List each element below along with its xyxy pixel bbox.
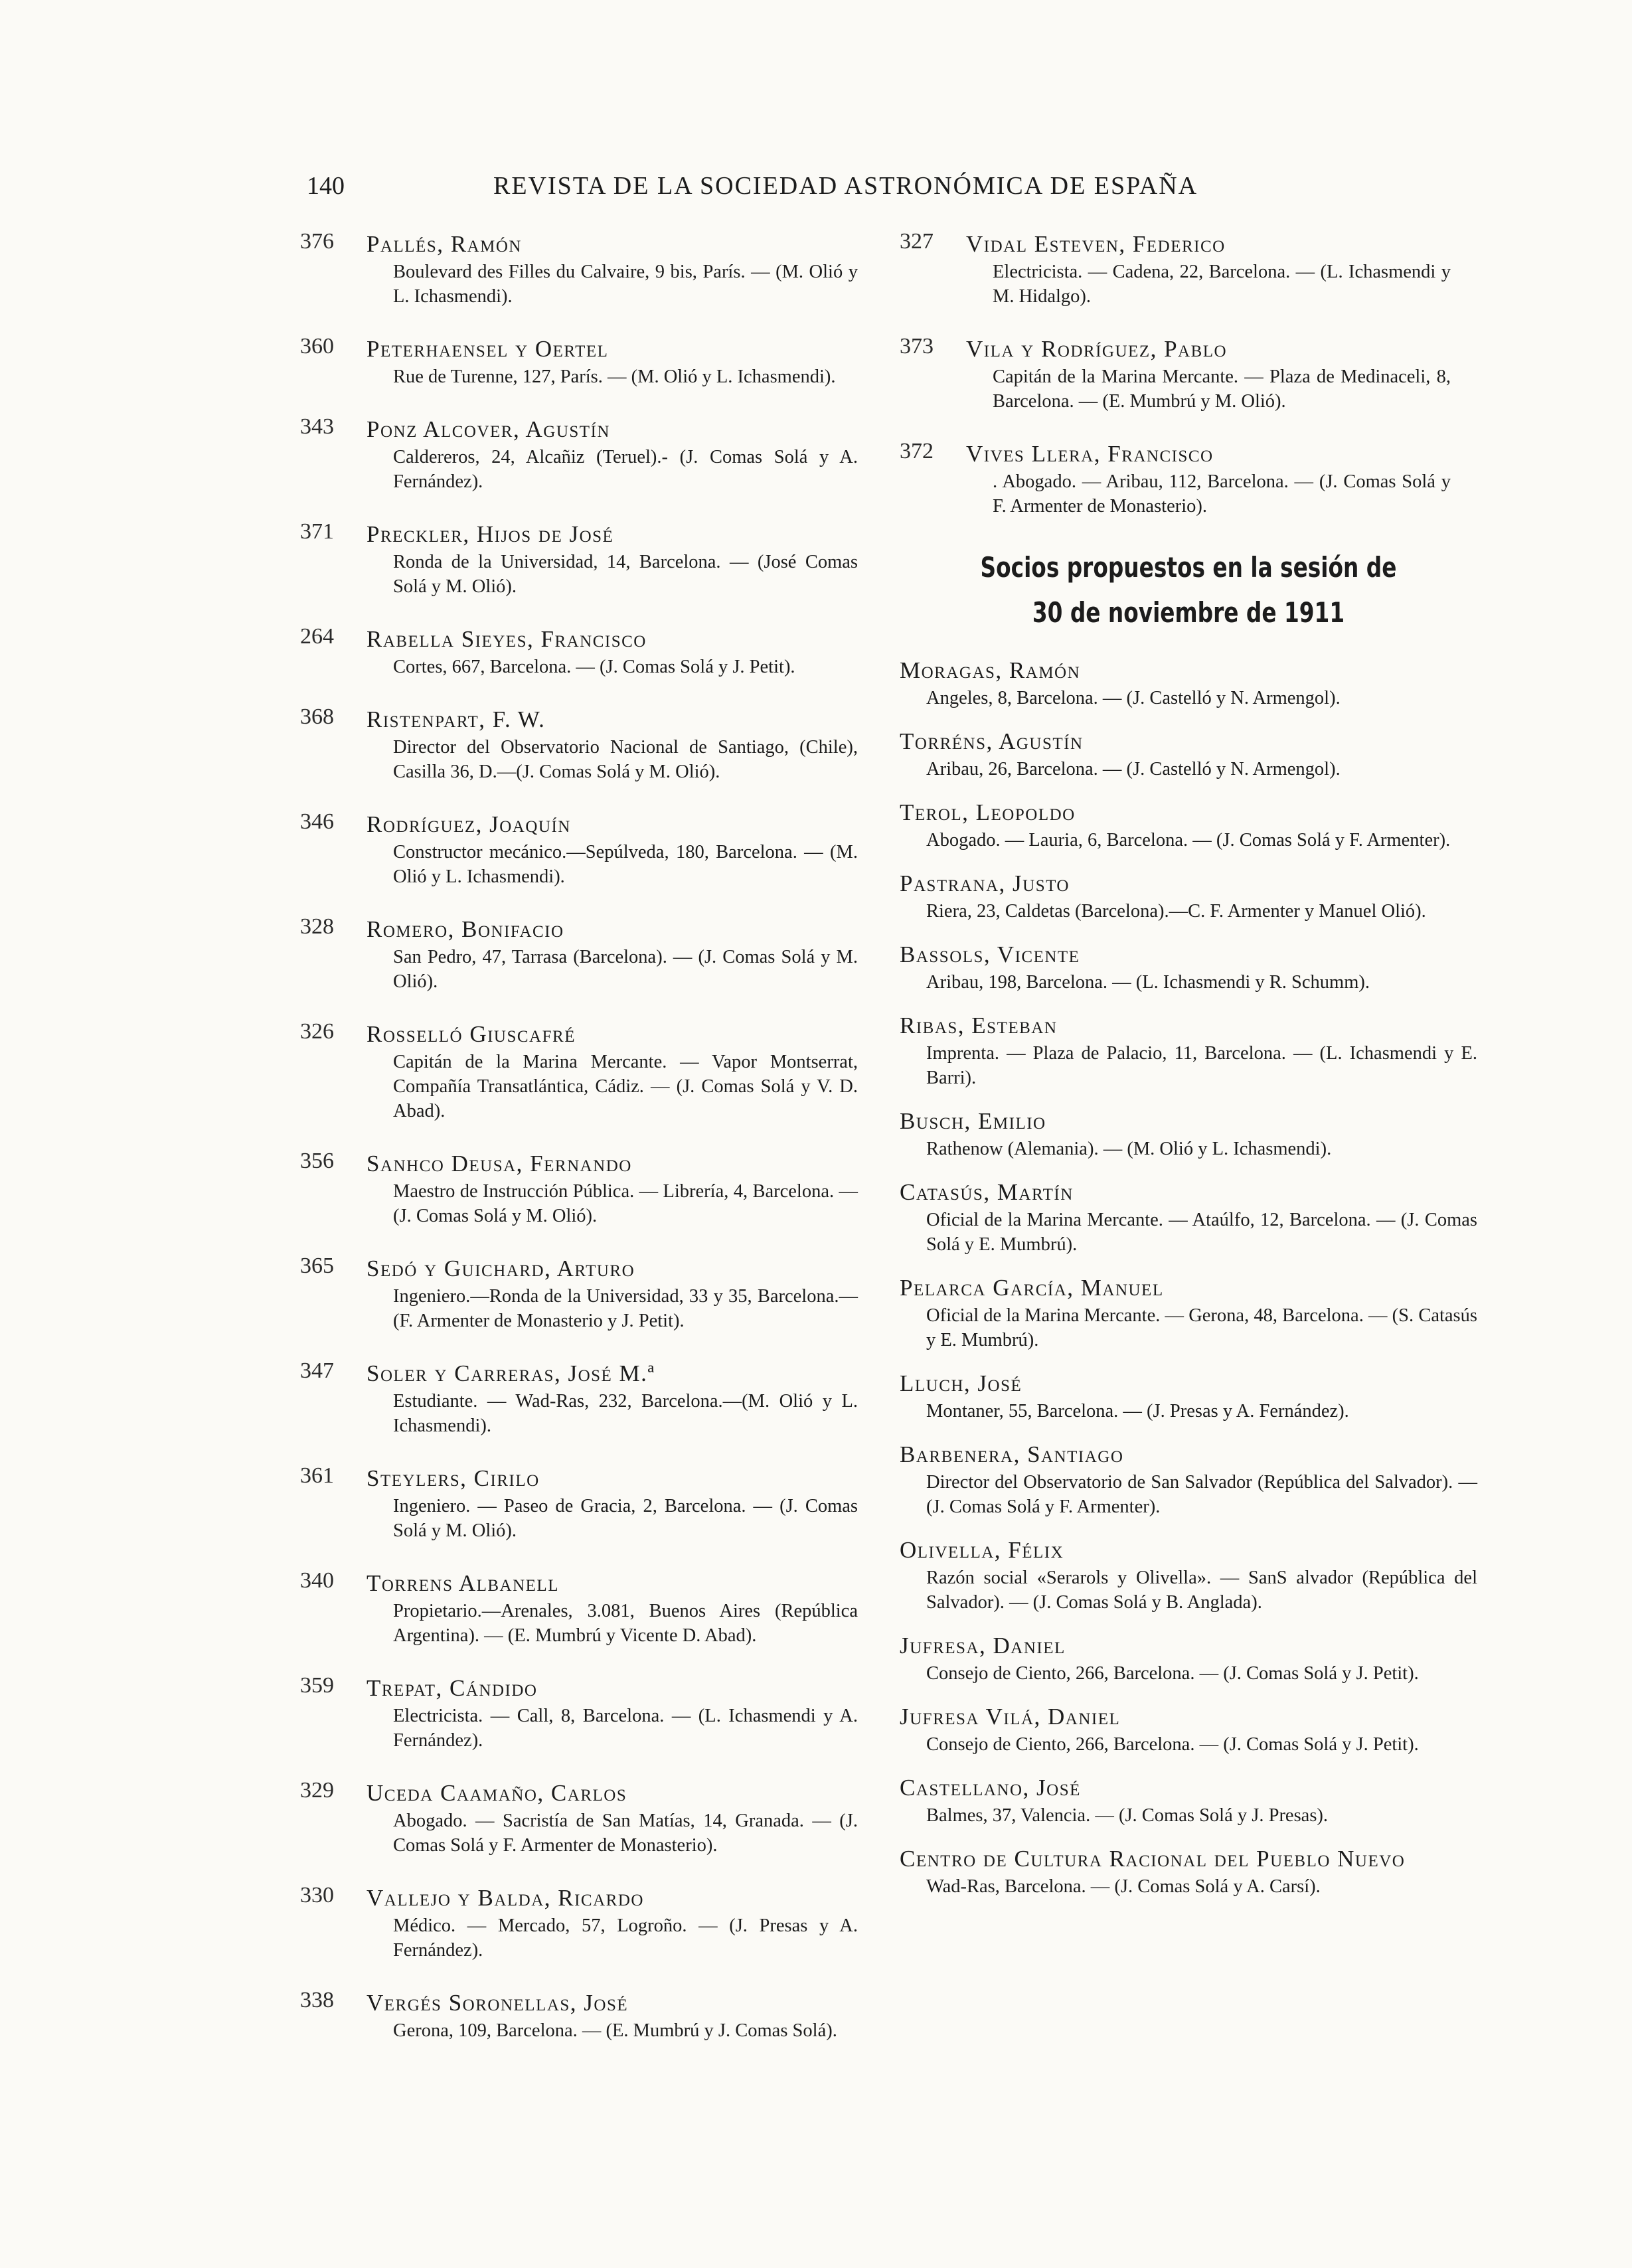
member-entry (300, 1019, 884, 1123)
proposed-member-entry (900, 797, 1477, 852)
member-name: Centro de Cultura Racional del Pueblo Nuevo (900, 1846, 1406, 1872)
member-number: 329 (300, 1778, 334, 1803)
proposed-member-entry (900, 1631, 1477, 1686)
member-name: Jufresa Vilá, Daniel (900, 1704, 1121, 1730)
page-number: 140 (307, 172, 345, 200)
member-name: Vergés Soronellas, José (367, 1990, 629, 2016)
member-name: Ponz Alcover, Agustín (367, 416, 610, 442)
member-entry (900, 334, 1477, 414)
member-entry (300, 1568, 884, 1648)
member-name: Catasús, Martín (900, 1179, 1074, 1205)
proposed-member-entry (900, 1011, 1477, 1090)
member-detail: Abogado. — Lauria, 6, Barcelona. — (J. Comas Solá y F. Armenter). (926, 830, 1451, 850)
member-entry (300, 334, 884, 389)
member-number: 328 (300, 914, 334, 939)
member-number: 372 (900, 439, 934, 463)
proposed-member-entry (900, 1273, 1477, 1352)
member-detail: Constructor mecánico.—Sepúlveda, 180, Barcelona. — (M. Olió y L. Ichasmendi). (393, 842, 858, 887)
member-name: Rodríguez, Joaquín (367, 811, 571, 837)
member-entry (300, 624, 884, 679)
member-name: Jufresa, Daniel (900, 1633, 1066, 1659)
member-name: Ristenpart, F. W. (367, 706, 546, 732)
member-detail: Riera, 23, Caldetas (Barcelona).—C. F. Armenter y Manuel Olió). (926, 901, 1426, 922)
proposed-member-entry (900, 1702, 1477, 1757)
member-detail: Rue de Turenne, 127, París. — (M. Olió y L. Ichasmendi). (393, 366, 836, 387)
member-name: Peterhaensel y Oertel (367, 336, 609, 362)
member-detail: Cortes, 667, Barcelona. — (J. Comas Solá y J. Petit). (393, 657, 795, 677)
member-number: 376 (300, 229, 334, 254)
member-name: Sanhco Deusa, Fernando (367, 1151, 632, 1176)
member-detail: Rathenow (Alemania). — (M. Olió y L. Ichasmendi). (926, 1139, 1332, 1159)
member-detail: Ronda de la Universidad, 14, Barcelona. — (José Comas Solá y M. Olió). (393, 552, 858, 597)
member-name: Bassols, Vicente (900, 941, 1080, 967)
proposed-member-entry (900, 1177, 1477, 1257)
member-detail: Electricista. — Call, 8, Barcelona. — (L. Ichasmendi y A. Fernández). (393, 1706, 858, 1751)
member-name: Steylers, Cirilo (367, 1465, 540, 1491)
member-detail: Consejo de Ciento, 266, Barcelona. — (J. Comas Solá y J. Petit). (926, 1663, 1419, 1684)
member-detail: Gerona, 109, Barcelona. — (E. Mumbrú y J. Comas Solá). (393, 2020, 837, 2041)
member-detail: Wad-Ras, Barcelona. — (J. Comas Solá y A. Carsí). (926, 1876, 1321, 1897)
member-detail: Director del Observatorio Nacional de Santiago, (Chile), Casilla 36, D.—(J. Comas Solá y M. Olió). (393, 737, 858, 782)
member-detail: Aribau, 26, Barcelona. — (J. Castelló y N. Armengol). (926, 759, 1341, 779)
member-number: 356 (300, 1149, 334, 1173)
member-number: 368 (300, 704, 334, 729)
proposed-member-entry (900, 868, 1477, 924)
member-entry (300, 1673, 884, 1753)
section-title: Socios propuestos en la sesión de 30 de noviembre de 1911 (980, 551, 1397, 629)
member-number: 326 (300, 1019, 334, 1044)
member-name: Pelarca García, Manuel (900, 1275, 1164, 1301)
member-detail: Propietario.—Arenales, 3.081, Buenos Aires (República Argentina). — (E. Mumbrú y Vicente D. Abad). (393, 1601, 858, 1646)
member-entry (300, 809, 884, 889)
member-number: 338 (300, 1988, 334, 2012)
member-detail: Médico. — Mercado, 57, Logroño. — (J. Presas y A. Fernández). (393, 1915, 858, 1961)
proposed-member-entry (900, 655, 1477, 710)
member-entry (300, 704, 884, 784)
member-name: Pallés, Ramón (367, 231, 522, 257)
member-number: 340 (300, 1568, 334, 1593)
member-detail: Boulevard des Filles du Calvaire, 9 bis, París. — (M. Olió y L. Ichasmendi). (393, 262, 858, 307)
member-detail: Abogado. — Sacristía de San Matías, 14, Granada. — (J. Comas Solá y F. Armenter de Monasterio). (393, 1811, 858, 1856)
member-number: 343 (300, 414, 334, 439)
left-column (300, 229, 884, 2068)
member-detail: Consejo de Ciento, 266, Barcelona. — (J. Comas Solá y J. Petit). (926, 1734, 1419, 1755)
member-number: 365 (300, 1254, 334, 1278)
proposed-member-entry (900, 1439, 1477, 1519)
member-entry (300, 1778, 884, 1858)
member-entry (300, 519, 884, 599)
proposed-member-entry (900, 1106, 1477, 1161)
member-name: Ribas, Esteban (900, 1012, 1058, 1038)
member-name: Busch, Emilio (900, 1108, 1046, 1134)
member-detail: Oficial de la Marina Mercante. — Ataúlfo, 12, Barcelona. — (J. Comas Solá y E. Mumbrú). (926, 1210, 1477, 1255)
member-detail: Ingeniero.—Ronda de la Universidad, 33 y 35, Barcelona.—(F. Armenter de Monasterio y J. Petit). (393, 1286, 858, 1331)
member-name: Rabella Sieyes, Francisco (367, 626, 647, 652)
member-number: 359 (300, 1673, 334, 1698)
proposed-member-entry (900, 1535, 1477, 1615)
member-detail: Caldereros, 24, Alcañiz (Teruel).- (J. Comas Solá y A. Fernández). (393, 447, 858, 492)
page-header (307, 171, 1276, 211)
member-detail: Capitán de la Marina Mercante. — Plaza de Medinaceli, 8, Barcelona. — (E. Mumbrú y M. Olió). (993, 366, 1451, 412)
member-name: Vila y Rodríguez, Pablo (966, 336, 1228, 362)
member-detail: San Pedro, 47, Tarrasa (Barcelona). — (J. Comas Solá y M. Olió). (393, 947, 858, 992)
member-number: 264 (300, 624, 334, 649)
proposed-member-entry (900, 1844, 1477, 1899)
member-name: Barbenera, Santiago (900, 1441, 1124, 1467)
member-name: Pastrana, Justo (900, 870, 1070, 896)
member-name: Torréns, Agustín (900, 728, 1084, 754)
member-number: 346 (300, 809, 334, 834)
member-name: Terol, Leopoldo (900, 799, 1076, 825)
journal-title: REVISTA DE LA SOCIEDAD ASTRONÓMICA DE ESPAÑA (493, 172, 1198, 200)
member-detail: Imprenta. — Plaza de Palacio, 11, Barcelona. — (L. Ichasmendi y E. Barri). (926, 1043, 1477, 1088)
member-entry (300, 1883, 884, 1963)
proposed-member-entry (900, 1368, 1477, 1423)
member-name: Olivella, Félix (900, 1537, 1064, 1563)
member-detail: Oficial de la Marina Mercante. — Gerona, 48, Barcelona. — (S. Catasús y E. Mumbrú). (926, 1305, 1477, 1350)
member-name: Preckler, Hijos de José (367, 521, 614, 547)
member-entry (300, 229, 884, 309)
member-detail: Director del Observatorio de San Salvador (República del Salvador). — (J. Comas Solá y F. Armenter). (926, 1472, 1477, 1517)
member-name: Lluch, José (900, 1370, 1022, 1396)
member-entry (300, 1254, 884, 1333)
member-entry (300, 1149, 884, 1228)
member-detail: Estudiante. — Wad-Ras, 232, Barcelona.—(M. Olió y L. Ichasmendi). (393, 1391, 858, 1436)
member-detail: Ingeniero. — Paseo de Gracia, 2, Barcelona. — (J. Comas Solá y M. Olió). (393, 1496, 858, 1541)
member-number: 330 (300, 1883, 334, 1907)
member-name: Sedó y Guichard, Arturo (367, 1256, 635, 1281)
member-entry (300, 414, 884, 494)
proposed-member-entry (900, 939, 1477, 995)
member-name: Rosselló Giuscafré (367, 1021, 576, 1047)
member-name: Moragas, Ramón (900, 657, 1081, 683)
member-entry (300, 1463, 884, 1543)
member-detail: . Abogado. — Aribau, 112, Barcelona. — (J. Comas Solá y F. Armenter de Monasterio). (993, 471, 1451, 517)
member-name: Soler y Carreras, José M.ª (367, 1360, 655, 1386)
member-entry (900, 229, 1477, 309)
proposed-members-list (900, 655, 1477, 1899)
member-name: Vallejo y Balda, Ricardo (367, 1885, 644, 1911)
member-number: 371 (300, 519, 334, 544)
member-entry (300, 914, 884, 994)
member-detail: Montaner, 55, Barcelona. — (J. Presas y A. Fernández). (926, 1401, 1349, 1421)
member-name: Vives Llera, Francisco (966, 441, 1214, 467)
member-detail: Capitán de la Marina Mercante. — Vapor Montserrat, Compañía Transatlántica, Cádiz. — (J. Comas Solá y V. D. Abad). (393, 1052, 858, 1121)
member-name: Vidal Esteven, Federico (966, 231, 1226, 257)
member-name: Castellano, José (900, 1775, 1081, 1801)
member-number: 361 (300, 1463, 334, 1488)
member-name: Torrens Albanell (367, 1570, 559, 1596)
member-detail: Razón social «Serarols y Olivella». — SanS alvador (República del Salvador). — (J. Comas Solá y B. Anglada). (926, 1568, 1477, 1613)
member-number: 347 (300, 1358, 334, 1383)
member-name: Trepat, Cándido (367, 1675, 538, 1701)
member-detail: Balmes, 37, Valencia. — (J. Comas Solá y J. Presas). (926, 1805, 1329, 1826)
member-number: 373 (900, 334, 934, 359)
member-number: 360 (300, 334, 334, 359)
member-entry (900, 439, 1477, 519)
member-detail: Maestro de Instrucción Pública. — Librería, 4, Barcelona. — (J. Comas Solá y M. Olió). (393, 1181, 858, 1226)
member-detail: Angeles, 8, Barcelona. — (J. Castelló y N. Armengol). (926, 688, 1341, 708)
member-detail: Electricista. — Cadena, 22, Barcelona. — (L. Ichasmendi y M. Hidalgo). (993, 262, 1451, 307)
member-name: Romero, Bonifacio (367, 916, 564, 942)
member-number: 327 (900, 229, 934, 254)
right-column (900, 229, 1477, 1915)
proposed-member-entry (900, 1773, 1477, 1828)
member-entry (300, 1358, 884, 1438)
member-name: Uceda Caamaño, Carlos (367, 1780, 627, 1806)
member-entry (300, 1988, 884, 2043)
proposed-member-entry (900, 726, 1477, 781)
member-detail: Aribau, 198, Barcelona. — (L. Ichasmendi y R. Schumm). (926, 972, 1370, 993)
member-list-continued (900, 229, 1477, 519)
